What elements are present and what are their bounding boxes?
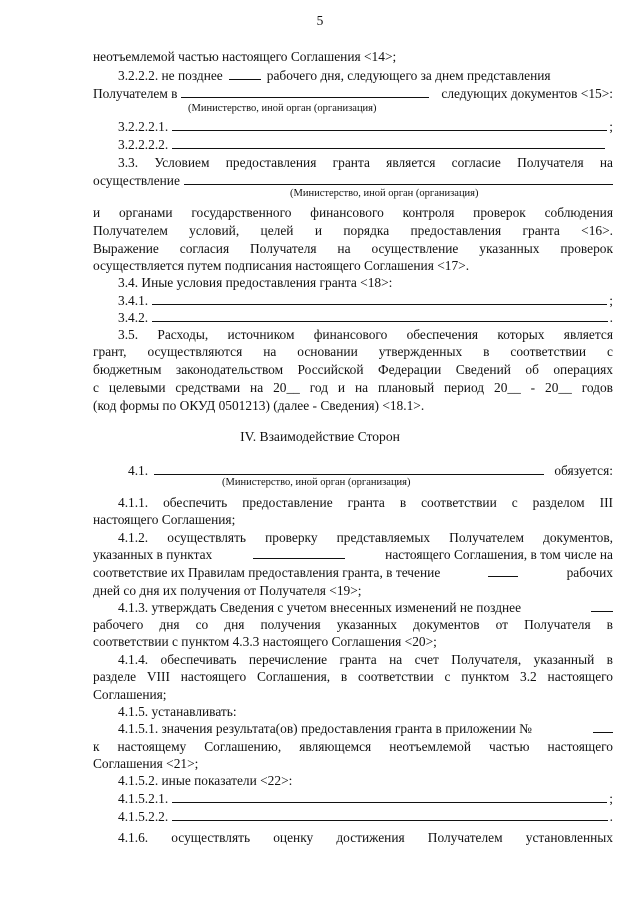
text-line: 4.1.5.2. иные показатели <22>:: [118, 773, 293, 788]
text-line: [118, 599, 613, 616]
page-number: 5: [316, 13, 324, 28]
text-fragment: 4.1.3. утверждать Сведения с учетом внесенных изменений не позднее: [118, 600, 522, 615]
text-fragment: указанных в пунктах: [93, 547, 213, 562]
text-fragment: соответствие их Правилам предоставления гранта, в течение: [93, 565, 441, 580]
text-fragment: 4.1.5.2.2.: [118, 809, 169, 824]
caption: (Министерство, иной орган (организация): [188, 103, 377, 114]
text-line: 4.1.1. обеспечить предоставление гранта в соответствии с разделом III: [118, 495, 613, 510]
text-line: [93, 564, 613, 581]
text-fragment: рабочего дня, следующего за днем представления: [266, 68, 551, 83]
text-fragment: рабочих: [566, 565, 613, 580]
text-line: [93, 172, 613, 189]
text-fragment: 4.1.: [128, 463, 149, 478]
blank-field: [593, 720, 613, 733]
text-line: осуществляется путем подписания настоящего Соглашения <17>.: [93, 258, 470, 273]
text-line: 4.1.2. осуществлять проверку представляемых Получателем документов,: [118, 530, 613, 545]
text-fragment: настоящего Соглашения, в том числе на: [385, 547, 613, 562]
blank-field: [229, 67, 261, 80]
text-line: [118, 790, 613, 807]
blank-field: [172, 136, 605, 149]
text-line: 3.4. Иные условия предоставления гранта <18>:: [118, 275, 393, 290]
text-line: Получателем условий, целей и порядка предоставления гранта <16>.: [93, 223, 613, 238]
text-fragment: Получателем в: [93, 86, 178, 101]
blank-field: [154, 462, 544, 475]
blank-field: [152, 292, 607, 305]
text-line: [118, 67, 613, 84]
text-line: бюджетным законодательством Российской Федерации Сведений об операциях: [93, 362, 613, 377]
text-fragment: 4.1.5.2.1.: [118, 791, 169, 806]
text-fragment: ;: [609, 119, 613, 134]
text-line: 4.1.5. устанавливать:: [118, 704, 237, 719]
text-line: настоящего Соглашения;: [93, 512, 236, 527]
text-line: [118, 720, 613, 737]
text-fragment: 4.1.5.1. значения результата(ов) предоставления гранта в приложении №: [118, 721, 532, 736]
text-fragment: 3.2.2.2. не позднее: [118, 68, 223, 83]
caption: (Министерство, иной орган (организация): [222, 477, 411, 488]
text-line: [93, 85, 613, 102]
blank-field: [253, 546, 345, 559]
blank-field: [172, 808, 607, 821]
text-line: с целевыми средствами на 20__ год и на плановый период 20__ - 20__ годов: [93, 380, 613, 395]
text-line: [93, 546, 613, 563]
text-fragment: 3.4.1.: [118, 293, 149, 308]
text-line: соответствии с пунктом 4.3.3 настоящего Соглашения <20>;: [93, 634, 437, 649]
text-fragment: 3.4.2.: [118, 310, 149, 325]
blank-field: [172, 118, 607, 131]
caption: (Министерство, иной орган (организация): [290, 188, 479, 199]
text-line: Соглашения;: [93, 687, 167, 702]
text-line: 3.5. Расходы, источником финансового обеспечения которых является: [118, 327, 613, 342]
text-line: [118, 292, 613, 309]
text-fragment: 3.2.2.2.2.: [118, 137, 169, 152]
text-line: и органами государственного финансового контроля проверок соблюдения: [93, 205, 613, 220]
blank-field: [152, 309, 608, 322]
section-heading: IV. Взаимодействие Сторон: [240, 429, 400, 444]
text-line: 4.1.6. осуществлять оценку достижения Получателем установленных: [118, 830, 613, 845]
text-line: дней со дня их получения от Получателя <19>;: [93, 583, 362, 598]
text-line: разделе VIII настоящего Соглашения, в соответствии с пунктом 3.2 настоящего: [93, 669, 613, 684]
blank-field: [181, 85, 429, 98]
text-fragment: ;: [609, 791, 613, 806]
text-line: рабочего дня со дня получения указанных документов от Получателя в: [93, 617, 613, 632]
text-fragment: .: [609, 809, 613, 824]
text-line: грант, осуществляются на основании утвержденных в соответствии с: [93, 344, 613, 359]
text-line: [118, 309, 613, 326]
text-fragment: обязуется:: [554, 463, 613, 478]
text-line: Выражение согласия Получателя на осуществление указанных проверок: [93, 241, 613, 256]
text-line: [118, 136, 613, 153]
text-fragment: ;: [609, 293, 613, 308]
blank-field: [184, 172, 613, 185]
text-line: неотъемлемой частью настоящего Соглашения <14>;: [93, 49, 397, 64]
text-line: к настоящему Соглашению, являющемся неотъемлемой частью настоящего: [93, 739, 613, 754]
blank-field: [591, 599, 613, 612]
text-fragment: осуществление: [93, 173, 180, 188]
text-line: Соглашения <21>;: [93, 756, 199, 771]
text-line: [118, 808, 613, 825]
text-line: (код формы по ОКУД 0501213) (далее - Сведения) <18.1>.: [93, 398, 425, 413]
blank-field: [488, 564, 518, 577]
text-line: 4.1.4. обеспечивать перечисление гранта на счет Получателя, указанный в: [118, 652, 613, 667]
text-fragment: .: [609, 310, 613, 325]
blank-field: [172, 790, 607, 803]
text-line: 3.3. Условием предоставления гранта является согласие Получателя на: [118, 155, 613, 170]
text-fragment: 3.2.2.2.1.: [118, 119, 169, 134]
text-fragment: следующих документов <15>:: [441, 86, 613, 101]
text-line: [118, 118, 613, 135]
